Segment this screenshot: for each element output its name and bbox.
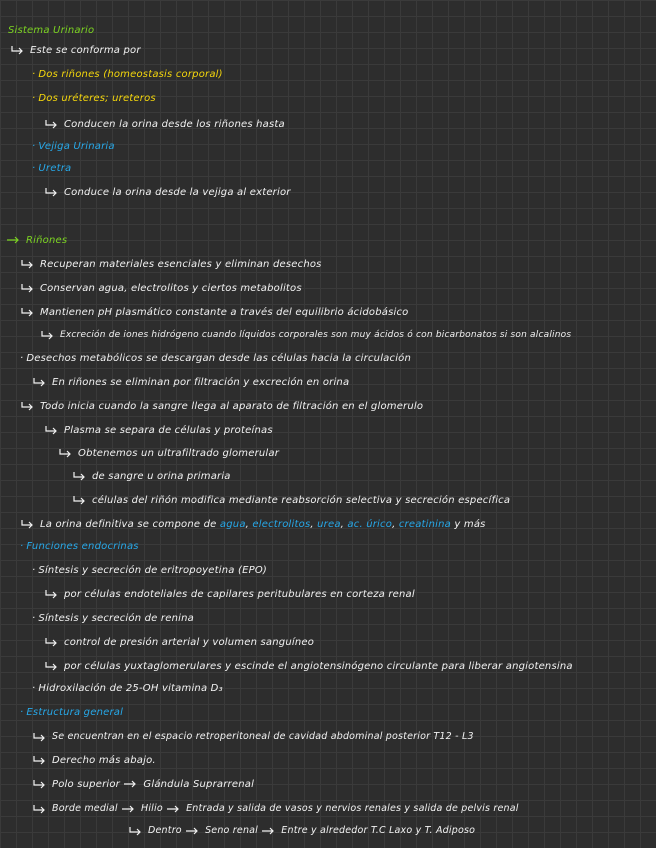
hook-arrow-icon — [40, 330, 54, 340]
hook-arrow-icon — [44, 637, 58, 647]
note-line — [32, 730, 474, 744]
bullet-dot-icon: · — [20, 707, 24, 718]
hook-arrow-icon — [72, 471, 86, 481]
note-line — [32, 612, 194, 626]
note-line — [20, 306, 408, 320]
note-line — [32, 92, 156, 106]
note-line — [32, 376, 349, 390]
note-line — [32, 682, 223, 696]
note-line — [32, 140, 115, 154]
note-text: Entre y alrededor T.C Laxo y T. Adiposo — [281, 825, 476, 836]
note-text: Glándula Suprarrenal — [143, 779, 255, 790]
right-arrow-icon — [261, 826, 275, 836]
right-arrow-icon — [123, 779, 137, 789]
hook-arrow-icon — [20, 401, 34, 411]
note-text: En riñones se eliminan por filtración y excreción en orina — [52, 377, 350, 388]
right-arrow-icon — [166, 804, 180, 814]
right-arrow-icon — [121, 804, 135, 814]
highlight-term: ac. úrico — [347, 519, 393, 530]
hook-arrow-icon — [44, 425, 58, 435]
note-text: Recuperan materiales esenciales y eliminan desechos — [40, 259, 322, 270]
note-text: Plasma se separa de células y proteínas — [64, 425, 273, 436]
note-text: Uretra — [38, 163, 72, 174]
note-text: por células yuxtaglomerulares y escinde el angiotensinógeno circulante para liberar angiotensina — [64, 661, 573, 672]
hook-arrow-icon — [10, 45, 24, 55]
hook-arrow-icon — [44, 589, 58, 599]
highlight-term: urea — [317, 519, 341, 530]
note-line — [58, 447, 279, 461]
section-title-rinones — [6, 234, 67, 248]
note-text: células del riñón modifica mediante reabsorción selectiva y secreción específica — [92, 495, 511, 506]
note-text: La orina definitiva se compone de — [40, 519, 217, 530]
note-text: Obtenemos un ultrafiltrado glomerular — [78, 448, 280, 459]
bullet-dot-icon: · — [20, 353, 24, 364]
section-title-sistema-urinario — [8, 24, 94, 38]
hook-arrow-icon — [32, 779, 46, 789]
bullet-dot-icon: · — [32, 141, 36, 152]
note-line — [72, 494, 510, 508]
note-line — [44, 186, 291, 200]
hook-arrow-icon — [20, 519, 34, 529]
note-text: Mantienen pH plasmático constante a través del equilibrio ácidobásico — [40, 307, 409, 318]
note-text: Conducen la orina desde los riñones hasta — [64, 119, 285, 130]
note-text: Polo superior — [52, 779, 120, 790]
note-line — [32, 778, 254, 792]
note-text: Excreción de iones hidrógeno cuando líquidos corporales son muy ácidos ó con bicarbonatos si son alcalinos — [60, 330, 572, 340]
note-text: Dentro — [148, 825, 182, 836]
title-text: Funciones endocrinas — [26, 541, 139, 552]
note-text: Borde medial — [52, 803, 118, 814]
title-text: Sistema Urinario — [8, 25, 95, 36]
bullet-dot-icon: · — [32, 163, 36, 174]
hook-arrow-icon — [32, 804, 46, 814]
note-line — [32, 802, 519, 816]
note-text: Conduce la orina desde la vejiga al exterior — [64, 187, 291, 198]
hook-arrow-icon — [20, 259, 34, 269]
hook-arrow-icon — [32, 377, 46, 387]
note-line — [10, 44, 141, 58]
note-line — [72, 470, 231, 484]
note-text: Dos uréteres; ureteros — [38, 93, 156, 104]
section-title-estructura — [20, 706, 123, 720]
title-text: Riñones — [26, 235, 68, 246]
note-line — [20, 282, 302, 296]
highlight-term: creatinina — [398, 519, 451, 530]
hook-arrow-icon — [44, 119, 58, 129]
note-text: Conservan agua, electrolitos y ciertos metabolitos — [40, 283, 302, 294]
hook-arrow-icon — [128, 826, 142, 836]
note-text: Hilio — [141, 803, 163, 814]
note-text: Hidroxilación de 25-OH vitamina D₃ — [38, 683, 223, 694]
note-line — [44, 588, 415, 602]
hook-arrow-icon — [20, 283, 34, 293]
note-text: de sangre u orina primaria — [92, 471, 231, 482]
hook-arrow-icon — [32, 732, 46, 742]
right-arrow-icon — [185, 826, 199, 836]
note-text: Vejiga Urinaria — [38, 141, 115, 152]
note-line — [44, 118, 285, 132]
note-text: Síntesis y secreción de renina — [38, 613, 194, 624]
note-line — [44, 660, 573, 674]
bullet-dot-icon: · — [32, 69, 36, 80]
note-line — [32, 564, 267, 578]
note-text: por células endoteliales de capilares peritubulares en corteza renal — [64, 589, 415, 600]
note-text: Seno renal — [205, 825, 259, 836]
note-line — [128, 824, 475, 838]
bullet-dot-icon: · — [32, 93, 36, 104]
note-line — [20, 258, 322, 272]
note-line — [32, 68, 223, 82]
note-text: Se encuentran en el espacio retroperitoneal de cavidad abdominal posterior T12 - L3 — [52, 731, 474, 742]
note-text: Entrada y salida de vasos y nervios renales y salida de pelvis renal — [186, 803, 519, 814]
bullet-dot-icon: · — [32, 613, 36, 624]
note-text: Desechos metabólicos se descargan desde las células hacia la circulación — [26, 353, 412, 364]
note-text: y más — [454, 519, 486, 530]
section-title-funciones — [20, 540, 139, 554]
note-line — [20, 400, 423, 414]
note-text: Dos riñones (homeostasis corporal) — [38, 69, 223, 80]
bullet-dot-icon: · — [32, 565, 36, 576]
bullet-dot-icon: · — [32, 683, 36, 694]
note-text: Todo inicia cuando la sangre llega al aparato de filtración en el glomerulo — [40, 401, 424, 412]
note-line — [44, 636, 314, 650]
hook-arrow-icon — [20, 307, 34, 317]
note-line — [40, 328, 571, 342]
right-arrow-icon — [6, 235, 20, 245]
hook-arrow-icon — [72, 495, 86, 505]
note-line — [32, 754, 156, 768]
note-line — [32, 162, 71, 176]
hook-arrow-icon — [44, 187, 58, 197]
note-line: La orina definitiva se compone de agua, electrolitos, urea, ac. úrico, creatinina y más — [20, 518, 486, 532]
title-text: Estructura general — [26, 707, 124, 718]
note-text: Síntesis y secreción de eritropoyetina (EPO) — [38, 565, 268, 576]
hook-arrow-icon — [32, 755, 46, 765]
highlight-term: agua — [219, 519, 246, 530]
note-text: Este se conforma por — [30, 45, 141, 56]
hook-arrow-icon — [58, 448, 72, 458]
bullet-dot-icon: · — [20, 541, 24, 552]
note-text: control de presión arterial y volumen sanguíneo — [64, 637, 315, 648]
highlight-term: electrolitos — [252, 519, 311, 530]
note-line — [44, 424, 273, 438]
hook-arrow-icon — [44, 661, 58, 671]
note-line — [20, 352, 411, 366]
note-text: Derecho más abajo. — [52, 755, 156, 766]
